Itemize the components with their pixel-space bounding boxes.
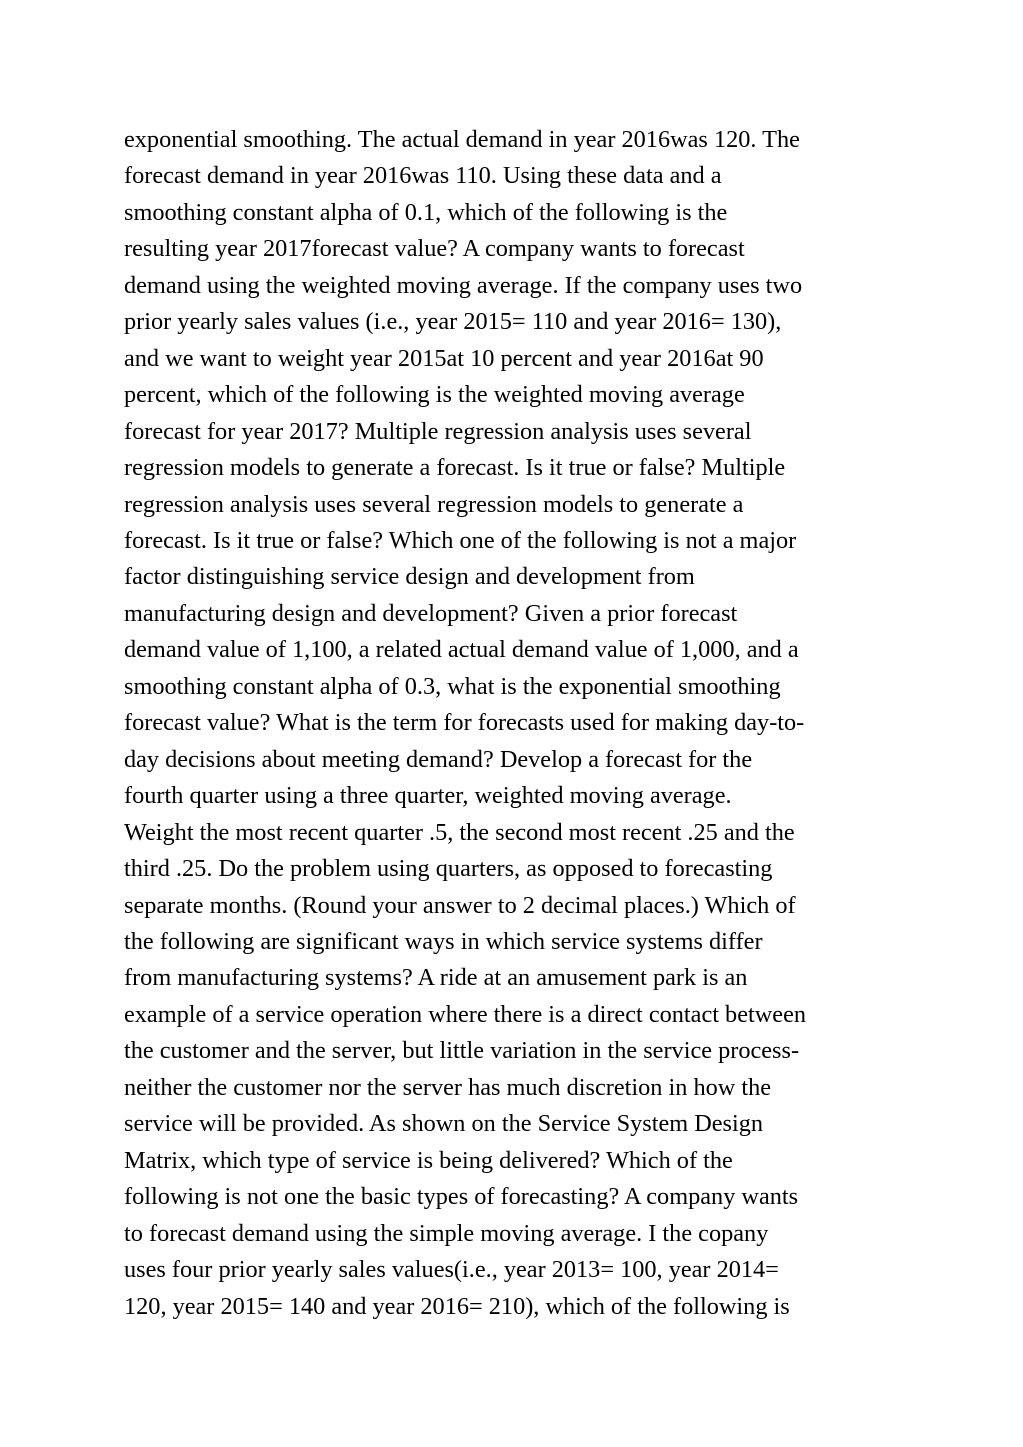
- text-line: to forecast demand using the simple moving average. I the copany: [124, 1219, 769, 1247]
- text-line: demand value of 1,100, a related actual demand value of 1,000, and a: [124, 636, 799, 664]
- text-line: demand using the weighted moving average. If the company uses two: [124, 271, 803, 299]
- text-line: regression analysis uses several regression models to generate a: [124, 490, 744, 518]
- text-line: smoothing constant alpha of 0.1, which of the following is the: [124, 198, 728, 226]
- text-line: third .25. Do the problem using quarters, as opposed to forecasting: [124, 855, 773, 883]
- text-line: example of a service operation where there is a direct contact between: [124, 1000, 806, 1028]
- body-text: [124, 122, 914, 1325]
- text-line: forecast value? What is the term for forecasts used for making day-to-: [124, 709, 805, 737]
- text-line: fourth quarter using a three quarter, weighted moving average.: [124, 782, 732, 810]
- text-line: smoothing constant alpha of 0.3, what is the exponential smoothing: [124, 672, 781, 700]
- text-line: percent, which of the following is the weighted moving average: [124, 381, 745, 409]
- text-line: and we want to weight year 2015at 10 percent and year 2016at 90: [124, 344, 764, 372]
- text-line: forecast demand in year 2016was 110. Using these data and a: [124, 162, 722, 190]
- text-line: the customer and the server, but little variation in the service process-: [124, 1037, 800, 1065]
- text-line: Matrix, which type of service is being delivered? Which of the: [124, 1146, 733, 1174]
- text-line: from manufacturing systems? A ride at an amusement park is an: [124, 964, 748, 992]
- text-line: the following are significant ways in which service systems differ: [124, 927, 763, 955]
- text-line: factor distinguishing service design and development from: [124, 563, 695, 591]
- text-line: neither the customer nor the server has much discretion in how the: [124, 1073, 772, 1101]
- text-line: exponential smoothing. The actual demand in year 2016was 120. The: [124, 126, 800, 153]
- text-line: 120, year 2015= 140 and year 2016= 210), which of the following is: [124, 1292, 790, 1320]
- text-line: following is not one the basic types of forecasting? A company wants: [124, 1183, 799, 1211]
- text-line: prior yearly sales values (i.e., year 2015= 110 and year 2016= 130),: [124, 308, 782, 336]
- text-line: forecast. Is it true or false? Which one of the following is not a major: [124, 526, 797, 554]
- text-line: regression models to generate a forecast. Is it true or false? Multiple: [124, 454, 786, 482]
- text-line: manufacturing design and development? Given a prior forecast: [124, 599, 738, 627]
- text-line: day decisions about meeting demand? Develop a forecast for the: [124, 745, 753, 773]
- text-line: uses four prior yearly sales values(i.e., year 2013= 100, year 2014=: [124, 1256, 779, 1284]
- text-line: resulting year 2017forecast value? A company wants to forecast: [124, 235, 745, 263]
- text-line: forecast for year 2017? Multiple regression analysis uses several: [124, 417, 752, 445]
- text-line: separate months. (Round your answer to 2 decimal places.) Which of: [124, 891, 796, 919]
- text-line: service will be provided. As shown on the Service System Design: [124, 1110, 764, 1138]
- text-line: Weight the most recent quarter .5, the second most recent .25 and the: [124, 818, 795, 846]
